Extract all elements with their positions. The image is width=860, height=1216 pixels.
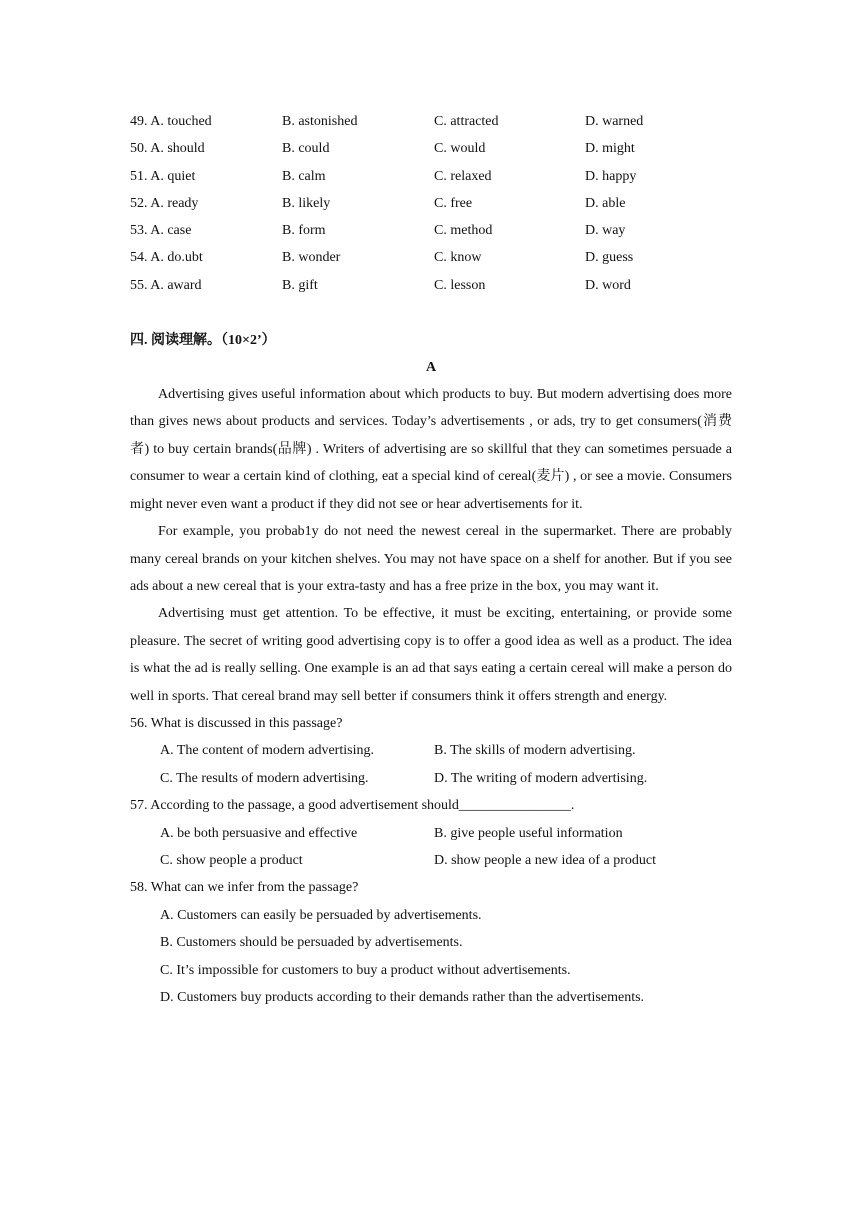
option-a: 53. A. case <box>130 223 192 239</box>
option-c: C. lesson <box>434 277 486 293</box>
option-b: B. astonished <box>282 114 358 129</box>
answer-b: B. The skills of modern advertising. <box>434 743 636 759</box>
option-c: C. attracted <box>434 114 499 129</box>
question-56 <box>130 710 732 792</box>
option-c: C. would <box>434 141 486 157</box>
question-stem: 57. According to the passage, a good advertisement should________________. <box>130 798 575 814</box>
option-c: C. free <box>434 195 473 211</box>
option-b: B. calm <box>282 168 326 184</box>
option-b: B. form <box>282 223 326 239</box>
answer-b: B. give people useful information <box>434 825 623 841</box>
answer-d: D. Customers buy products according to their demands rather than the advertisements. <box>160 990 645 1006</box>
option-d: D. able <box>585 195 626 211</box>
option-row-54 <box>130 244 732 271</box>
answer-a: A. be both persuasive and effective <box>160 825 358 841</box>
option-b: B. wonder <box>282 250 341 266</box>
question-57 <box>130 792 732 874</box>
option-row-51 <box>130 163 732 190</box>
option-b: B. could <box>282 141 330 157</box>
option-d: D. word <box>585 277 631 293</box>
answer-row <box>130 847 732 874</box>
cloze-options <box>130 108 732 299</box>
answer-row <box>130 820 732 847</box>
option-a: 52. A. ready <box>130 195 199 211</box>
question-stem: 56. What is discussed in this passage? <box>130 715 343 731</box>
answer-a: A. Customers can easily be persuaded by advertisements. <box>160 907 482 923</box>
option-row-49 <box>130 108 732 135</box>
option-c: C. relaxed <box>434 168 492 184</box>
exam-page <box>130 108 732 1011</box>
passage-label: A <box>425 360 437 376</box>
answer-d: D. show people a new idea of a product <box>434 852 656 868</box>
option-d: D. way <box>585 223 626 239</box>
option-b: B. likely <box>282 195 331 211</box>
option-c: C. method <box>434 223 493 239</box>
passage <box>130 381 732 710</box>
option-a: 55. A. award <box>130 277 202 293</box>
section-title: 四. 阅读理解。（10×2’） <box>130 333 276 349</box>
option-row-55 <box>130 272 732 299</box>
option-a: 50. A. should <box>130 141 205 157</box>
option-d: D. guess <box>585 250 634 266</box>
answer-c: C. show people a product <box>160 852 303 868</box>
option-row-50 <box>130 135 732 162</box>
option-d: D. happy <box>585 168 637 184</box>
passage-paragraph: Advertising must get attention. To be effective, it must be exciting, entertaining, or provide some pleasure. The secret of writing good advertising copy is to offer a good idea as well as a product. The idea is what the ad is really selling. One example is an ad that says eating a certain cereal will make a person do well in sports. That cereal brand may sell better if consumers think it offers strength and energy. <box>130 606 732 704</box>
option-c: C. know <box>434 250 482 266</box>
answer-c: C. It’s impossible for customers to buy a product without advertisements. <box>160 962 571 978</box>
option-a: 51. A. quiet <box>130 168 196 184</box>
option-row-52 <box>130 190 732 217</box>
answer-a: A. The content of modern advertising. <box>160 743 374 759</box>
option-a: 49. A. touched <box>130 114 212 129</box>
option-row-53 <box>130 217 732 244</box>
option-d: D. might <box>585 141 635 157</box>
question-stem: 58. What can we infer from the passage? <box>130 880 359 896</box>
passage-paragraph: Advertising gives useful information about which products to buy. But modern advertising does more than gives news about products and services. Today’s advertisements , or ads, try to get consumers(消费者) to buy certain brands(品牌) . Writers of advertising are so skillful that they can sometimes persuade a consumer to wear a certain kind of clothing, eat a special kind of cereal(麦片) , or see a movie. Consumers might never even want a product if they did not see or hear advertisements for it. <box>130 387 732 512</box>
answer-row <box>130 765 732 792</box>
option-a: 54. A. do.ubt <box>130 250 203 266</box>
passage-paragraph: For example, you probab1y do not need the newest cereal in the supermarket. There are probably many cereal brands on your kitchen shelves. You may not have space on a shelf for another. But if you see ads about a new cereal that is your extra-tasty and has a free prize in the box, you may want it. <box>130 524 732 594</box>
question-58 <box>130 874 732 1011</box>
answer-b: B. Customers should be persuaded by advertisements. <box>160 935 463 951</box>
option-d: D. warned <box>585 114 644 129</box>
option-b: B. gift <box>282 277 318 293</box>
answer-row <box>130 737 732 764</box>
answer-d: D. The writing of modern advertising. <box>434 770 648 786</box>
answer-c: C. The results of modern advertising. <box>160 770 369 786</box>
